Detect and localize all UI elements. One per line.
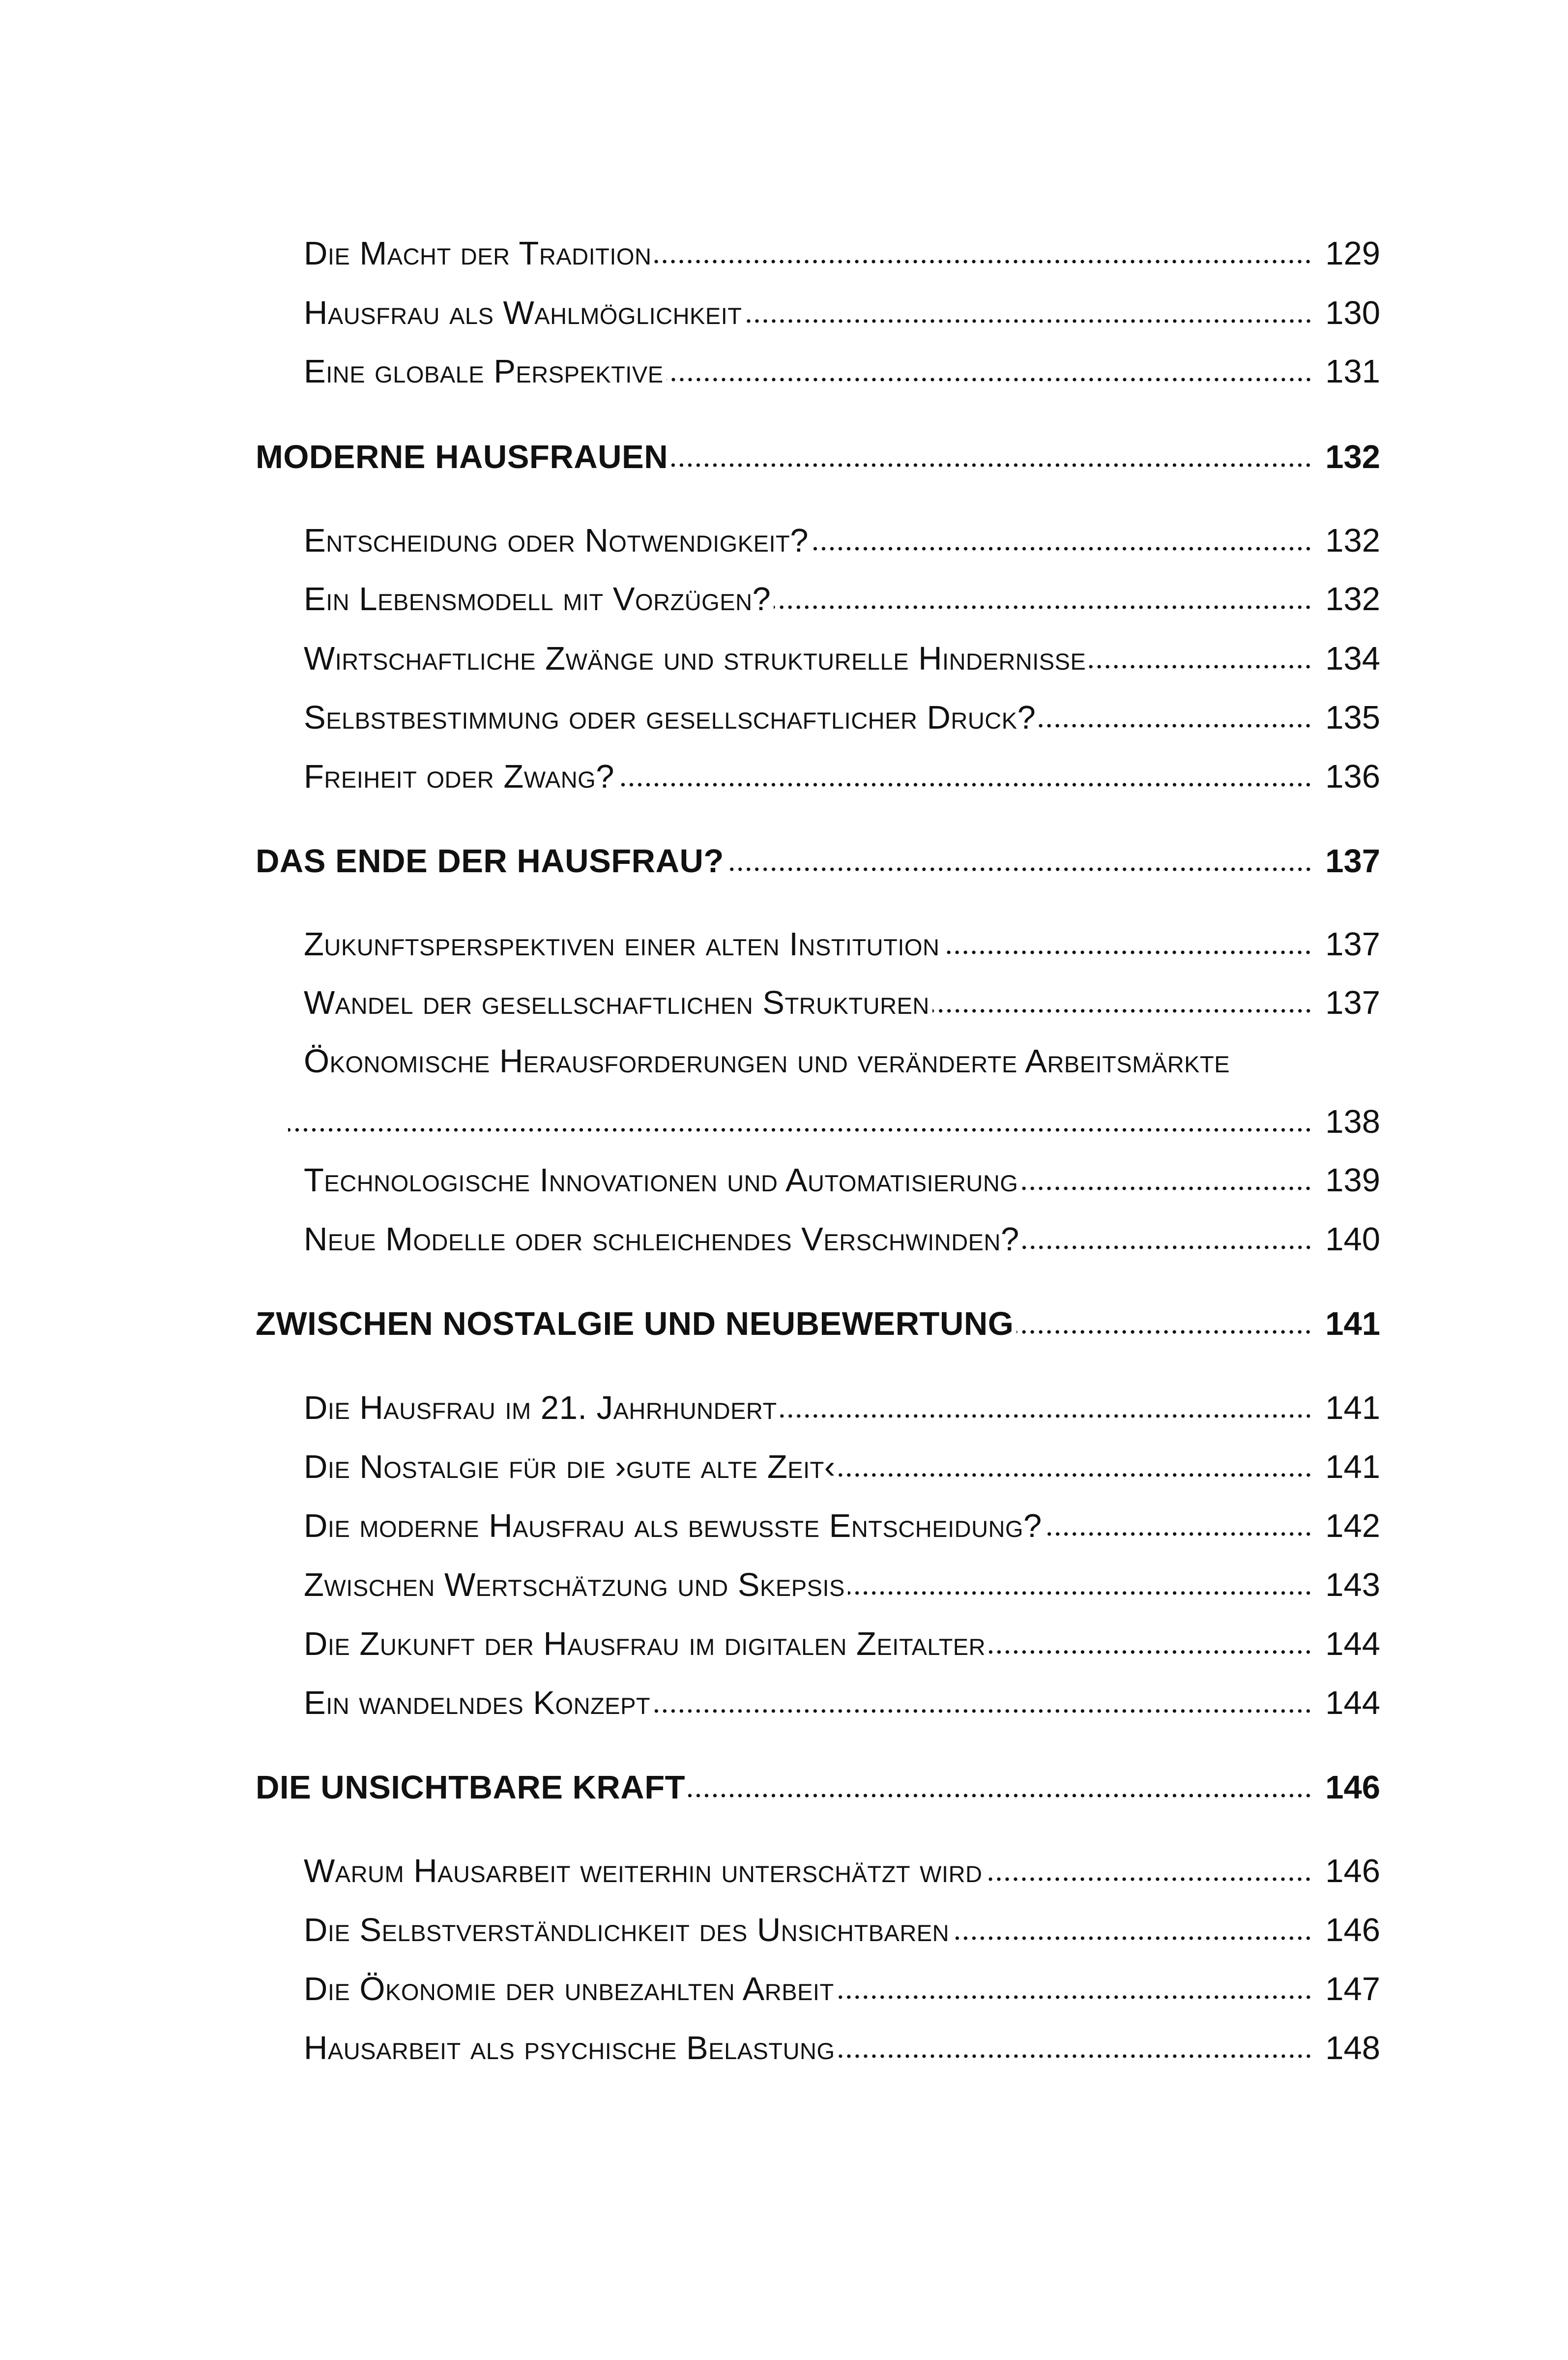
- page-number: 131: [1325, 353, 1380, 390]
- page-number: 132: [1325, 439, 1380, 475]
- toc-subentry[interactable]: [304, 1973, 1380, 2006]
- dot-leader: [780, 1413, 1312, 1419]
- toc-subentry[interactable]: [304, 1509, 1380, 1542]
- toc-subentry[interactable]: [304, 1045, 1380, 1078]
- chapter-title: DAS ENDE DER HAUSFRAU?: [256, 843, 724, 880]
- dot-leader: [848, 1590, 1312, 1596]
- dot-leader: [745, 318, 1312, 324]
- page-number: 144: [1325, 1625, 1380, 1662]
- page-number: 132: [1325, 581, 1380, 618]
- toc-subentry[interactable]: [304, 1164, 1380, 1197]
- toc-subentry[interactable]: [304, 355, 1380, 388]
- section-title: Die Ökonomie der unbezahlten Arbeit: [304, 1971, 834, 2007]
- section-title: Entscheidung oder Notwendigkeit?: [304, 522, 809, 559]
- page-number: 137: [1325, 843, 1380, 880]
- page-number: 141: [1325, 1305, 1380, 1342]
- section-title: Die Nostalgie für die ›gute alte Zeit‹: [304, 1448, 836, 1485]
- dot-leader: [688, 1793, 1312, 1799]
- page-number: 138: [1325, 1103, 1380, 1140]
- toc-subentry[interactable]: [304, 1914, 1380, 1947]
- dot-leader: [1022, 1244, 1312, 1250]
- section-title: Zwischen Wertschätzung und Skepsis: [304, 1566, 845, 1603]
- dot-leader: [952, 1935, 1312, 1941]
- section-title: Die moderne Hausfrau als bewusste Entscheidung?: [304, 1507, 1042, 1544]
- page-number: 136: [1325, 758, 1380, 795]
- section-title: Freiheit oder Zwang?: [304, 758, 615, 795]
- page-number: 130: [1325, 295, 1380, 331]
- toc-subentry[interactable]: [285, 1105, 1380, 1138]
- section-title: Ökonomische Herausforderungen und veränderte Arbeitsmärkte: [304, 1043, 1230, 1080]
- page-number: 147: [1325, 1971, 1380, 2007]
- toc-chapter-entry[interactable]: [256, 1771, 1380, 1804]
- toc-subentry[interactable]: [304, 1223, 1380, 1256]
- section-title: Neue Modelle oder schleichendes Verschwinden?: [304, 1221, 1019, 1258]
- page-number: 142: [1325, 1507, 1380, 1544]
- page-number: 146: [1325, 1853, 1380, 1889]
- dot-leader: [985, 1876, 1312, 1882]
- dot-leader: [932, 1008, 1312, 1014]
- section-title: Hausfrau als Wahlmöglichkeit: [304, 295, 742, 331]
- section-title: Technologische Innovationen und Automatisierung: [304, 1162, 1018, 1199]
- dot-leader: [839, 1472, 1312, 1478]
- page-number: 134: [1325, 640, 1380, 677]
- toc-subentry[interactable]: [304, 1686, 1380, 1719]
- toc-subentry[interactable]: [304, 583, 1380, 616]
- section-title: Ein wandelndes Konzept: [304, 1684, 651, 1721]
- dot-leader: [288, 1127, 1312, 1133]
- chapter-title: DIE UNSICHTBARE KRAFT: [256, 1769, 686, 1806]
- section-title: Die Selbstverständlichkeit des Unsichtbaren: [304, 1912, 950, 1948]
- chapter-title: ZWISCHEN NOSTALGIE UND NEUBEWERTUNG: [256, 1305, 1014, 1342]
- section-title: Die Macht der Tradition: [304, 235, 652, 272]
- toc-subentry[interactable]: [304, 1627, 1380, 1660]
- chapter-title: MODERNE HAUSFRAUEN: [256, 439, 668, 475]
- dot-leader: [774, 604, 1312, 610]
- dot-leader: [671, 462, 1312, 468]
- toc-subentry[interactable]: [304, 642, 1380, 675]
- toc-subentry[interactable]: [304, 760, 1380, 793]
- toc-subentry[interactable]: [304, 701, 1380, 734]
- dot-leader: [1045, 1531, 1312, 1537]
- section-title: Selbstbestimmung oder gesellschaftlicher Druck?: [304, 699, 1036, 736]
- dot-leader: [1039, 723, 1312, 729]
- dot-leader: [988, 1649, 1312, 1655]
- toc-chapter-entry[interactable]: [256, 1307, 1380, 1340]
- toc-subentry[interactable]: [304, 986, 1380, 1019]
- section-title: Die Hausfrau im 21. Jahrhundert: [304, 1389, 777, 1426]
- toc-subentry[interactable]: [304, 1391, 1380, 1424]
- page-number: 143: [1325, 1566, 1380, 1603]
- dot-leader: [812, 546, 1312, 552]
- page-number: 132: [1325, 522, 1380, 559]
- dot-leader: [654, 259, 1312, 265]
- dot-leader: [942, 949, 1312, 955]
- toc-subentry[interactable]: [304, 2032, 1380, 2065]
- page-number: 146: [1325, 1912, 1380, 1948]
- dot-leader: [1089, 664, 1312, 670]
- section-title: Ein Lebensmodell mit Vorzügen?: [304, 581, 771, 618]
- section-title: Zukunftsperspektiven einer alten Institution: [304, 926, 940, 963]
- dot-leader: [653, 1708, 1312, 1714]
- section-title: Warum Hausarbeit weiterhin unterschätzt wird: [304, 1853, 983, 1889]
- dot-leader: [727, 866, 1312, 872]
- page-number: 140: [1325, 1221, 1380, 1258]
- page-number: 141: [1325, 1448, 1380, 1485]
- toc-subentry[interactable]: [304, 524, 1380, 557]
- page-number: 135: [1325, 699, 1380, 736]
- section-title: Wandel der gesellschaftlichen Strukturen: [304, 984, 929, 1021]
- toc-chapter-entry[interactable]: [256, 441, 1380, 473]
- dot-leader: [667, 377, 1312, 383]
- page-number: 137: [1325, 926, 1380, 963]
- page-number: 137: [1325, 984, 1380, 1021]
- dot-leader: [1021, 1185, 1312, 1191]
- toc-subentry[interactable]: [304, 1450, 1380, 1483]
- section-title: Eine globale Perspektive: [304, 353, 664, 390]
- section-title: Hausarbeit als psychische Belastung: [304, 2030, 835, 2066]
- dot-leader: [1016, 1329, 1312, 1335]
- page-number: 141: [1325, 1389, 1380, 1426]
- toc-chapter-entry[interactable]: [256, 845, 1380, 878]
- dot-leader: [838, 2053, 1312, 2059]
- section-title: Die Zukunft der Hausfrau im digitalen Zeitalter: [304, 1625, 986, 1662]
- toc-subentry[interactable]: [304, 237, 1380, 270]
- toc-subentry[interactable]: [304, 928, 1380, 961]
- toc-subentry[interactable]: [304, 296, 1380, 329]
- dot-leader: [837, 1994, 1312, 2000]
- page-number: 148: [1325, 2030, 1380, 2066]
- toc-subentry[interactable]: [304, 1568, 1380, 1601]
- dot-leader: [617, 782, 1312, 788]
- page-number: 144: [1325, 1684, 1380, 1721]
- toc-subentry[interactable]: [304, 1855, 1380, 1888]
- section-title: Wirtschaftliche Zwänge und strukturelle Hindernisse: [304, 640, 1086, 677]
- page-number: 146: [1325, 1769, 1380, 1806]
- page-number: 129: [1325, 235, 1380, 272]
- page-number: 139: [1325, 1162, 1380, 1199]
